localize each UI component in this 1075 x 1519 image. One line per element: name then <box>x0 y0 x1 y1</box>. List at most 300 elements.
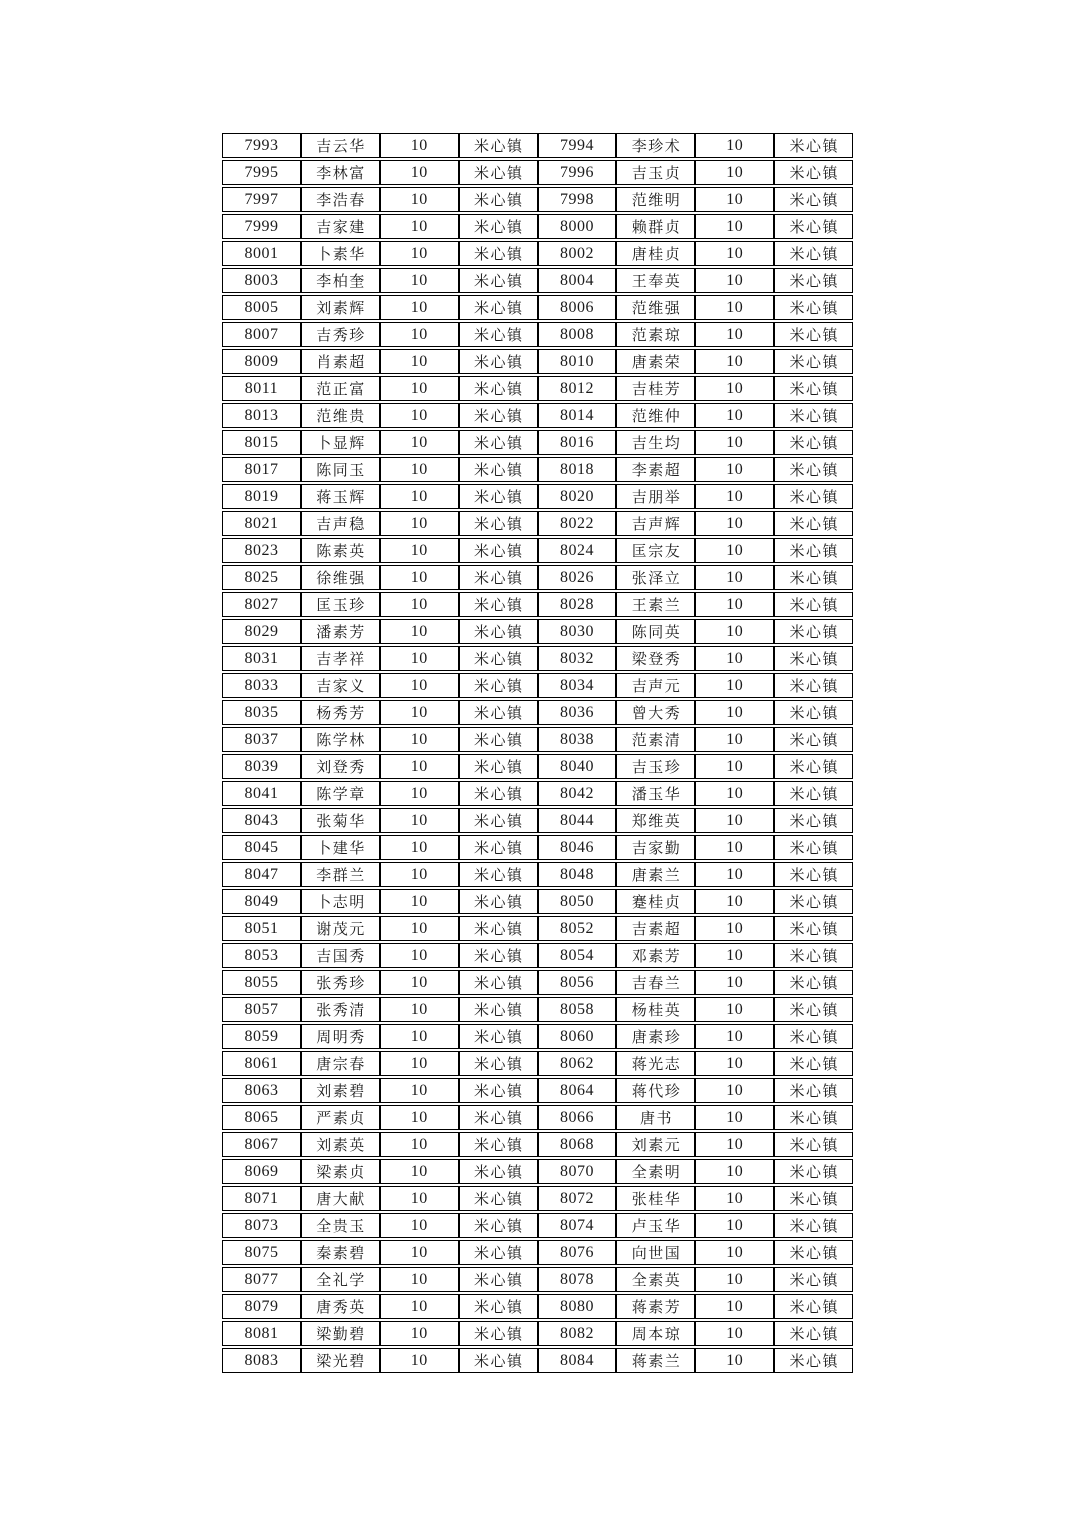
serial-cell: 8003 <box>222 268 301 293</box>
amount-cell: 10 <box>380 1294 459 1319</box>
name-cell: 范维强 <box>616 295 695 320</box>
town-cell: 米心镇 <box>459 511 538 536</box>
serial-cell: 8033 <box>222 673 301 698</box>
name-cell: 吉孝祥 <box>301 646 380 671</box>
town-cell: 米心镇 <box>774 1186 853 1211</box>
serial-cell: 8071 <box>222 1186 301 1211</box>
town-cell: 米心镇 <box>774 943 853 968</box>
town-cell: 米心镇 <box>459 727 538 752</box>
name-cell: 刘素碧 <box>301 1078 380 1103</box>
table-row <box>222 835 853 860</box>
town-cell: 米心镇 <box>459 133 538 158</box>
serial-cell: 8070 <box>538 1159 617 1184</box>
serial-cell: 8075 <box>222 1240 301 1265</box>
serial-cell: 8007 <box>222 322 301 347</box>
name-cell: 卜素华 <box>301 241 380 266</box>
table-row <box>222 1159 853 1184</box>
town-cell: 米心镇 <box>774 673 853 698</box>
table-row <box>222 1240 853 1265</box>
amount-cell: 10 <box>380 1078 459 1103</box>
name-cell: 匡玉珍 <box>301 592 380 617</box>
name-cell: 李珍术 <box>616 133 695 158</box>
table-row <box>222 457 853 482</box>
table-row <box>222 376 853 401</box>
serial-cell: 8002 <box>538 241 617 266</box>
name-cell: 陈同英 <box>616 619 695 644</box>
town-cell: 米心镇 <box>459 349 538 374</box>
serial-cell: 8027 <box>222 592 301 617</box>
serial-cell: 8035 <box>222 700 301 725</box>
name-cell: 蹇桂贞 <box>616 889 695 914</box>
town-cell: 米心镇 <box>459 457 538 482</box>
name-cell: 吉声辉 <box>616 511 695 536</box>
town-cell: 米心镇 <box>774 889 853 914</box>
amount-cell: 10 <box>695 187 774 212</box>
table-row <box>222 970 853 995</box>
town-cell: 米心镇 <box>774 133 853 158</box>
serial-cell: 8022 <box>538 511 617 536</box>
amount-cell: 10 <box>695 457 774 482</box>
name-cell: 陈素英 <box>301 538 380 563</box>
town-cell: 米心镇 <box>459 1240 538 1265</box>
serial-cell: 8010 <box>538 349 617 374</box>
town-cell: 米心镇 <box>459 1186 538 1211</box>
amount-cell: 10 <box>380 133 459 158</box>
town-cell: 米心镇 <box>774 349 853 374</box>
name-cell: 周本琼 <box>616 1321 695 1346</box>
town-cell: 米心镇 <box>459 619 538 644</box>
amount-cell: 10 <box>380 700 459 725</box>
name-cell: 郑维英 <box>616 808 695 833</box>
town-cell: 米心镇 <box>459 889 538 914</box>
amount-cell: 10 <box>380 727 459 752</box>
amount-cell: 10 <box>380 997 459 1022</box>
serial-cell: 8031 <box>222 646 301 671</box>
table-row <box>222 565 853 590</box>
name-cell: 刘素辉 <box>301 295 380 320</box>
serial-cell: 8032 <box>538 646 617 671</box>
amount-cell: 10 <box>380 160 459 185</box>
serial-cell: 8073 <box>222 1213 301 1238</box>
table-row <box>222 1132 853 1157</box>
serial-cell: 7994 <box>538 133 617 158</box>
amount-cell: 10 <box>695 808 774 833</box>
name-cell: 张秀清 <box>301 997 380 1022</box>
town-cell: 米心镇 <box>774 700 853 725</box>
name-cell: 陈学章 <box>301 781 380 806</box>
amount-cell: 10 <box>695 1240 774 1265</box>
serial-cell: 8054 <box>538 943 617 968</box>
serial-cell: 8020 <box>538 484 617 509</box>
town-cell: 米心镇 <box>459 538 538 563</box>
serial-cell: 8078 <box>538 1267 617 1292</box>
town-cell: 米心镇 <box>459 1294 538 1319</box>
table-row <box>222 727 853 752</box>
name-cell: 吉桂芳 <box>616 376 695 401</box>
serial-cell: 8011 <box>222 376 301 401</box>
amount-cell: 10 <box>695 484 774 509</box>
name-cell: 范素清 <box>616 727 695 752</box>
name-cell: 谢茂元 <box>301 916 380 941</box>
serial-cell: 8068 <box>538 1132 617 1157</box>
amount-cell: 10 <box>380 1321 459 1346</box>
name-cell: 吉声稳 <box>301 511 380 536</box>
town-cell: 米心镇 <box>774 376 853 401</box>
beneficiary-roster-table <box>222 131 853 1375</box>
name-cell: 吉玉珍 <box>616 754 695 779</box>
serial-cell: 7996 <box>538 160 617 185</box>
name-cell: 唐素珍 <box>616 1024 695 1049</box>
serial-cell: 7997 <box>222 187 301 212</box>
amount-cell: 10 <box>695 1213 774 1238</box>
town-cell: 米心镇 <box>774 862 853 887</box>
table-row <box>222 1105 853 1130</box>
name-cell: 潘玉华 <box>616 781 695 806</box>
town-cell: 米心镇 <box>774 457 853 482</box>
serial-cell: 8001 <box>222 241 301 266</box>
name-cell: 吉生均 <box>616 430 695 455</box>
town-cell: 米心镇 <box>459 1132 538 1157</box>
name-cell: 李柏奎 <box>301 268 380 293</box>
serial-cell: 8061 <box>222 1051 301 1076</box>
amount-cell: 10 <box>695 1078 774 1103</box>
town-cell: 米心镇 <box>774 322 853 347</box>
town-cell: 米心镇 <box>774 754 853 779</box>
name-cell: 周明秀 <box>301 1024 380 1049</box>
amount-cell: 10 <box>695 295 774 320</box>
amount-cell: 10 <box>380 592 459 617</box>
name-cell: 严素贞 <box>301 1105 380 1130</box>
table-row <box>222 187 853 212</box>
amount-cell: 10 <box>380 754 459 779</box>
town-cell: 米心镇 <box>774 835 853 860</box>
name-cell: 唐素荣 <box>616 349 695 374</box>
table-row <box>222 997 853 1022</box>
amount-cell: 10 <box>695 133 774 158</box>
town-cell: 米心镇 <box>459 430 538 455</box>
amount-cell: 10 <box>380 673 459 698</box>
serial-cell: 7993 <box>222 133 301 158</box>
name-cell: 吉声元 <box>616 673 695 698</box>
table-row <box>222 619 853 644</box>
town-cell: 米心镇 <box>459 268 538 293</box>
name-cell: 张泽立 <box>616 565 695 590</box>
serial-cell: 8065 <box>222 1105 301 1130</box>
amount-cell: 10 <box>695 835 774 860</box>
amount-cell: 10 <box>695 349 774 374</box>
name-cell: 张菊华 <box>301 808 380 833</box>
serial-cell: 8067 <box>222 1132 301 1157</box>
name-cell: 匡宗友 <box>616 538 695 563</box>
table-row <box>222 916 853 941</box>
serial-cell: 8062 <box>538 1051 617 1076</box>
serial-cell: 8039 <box>222 754 301 779</box>
amount-cell: 10 <box>695 727 774 752</box>
table-row <box>222 781 853 806</box>
town-cell: 米心镇 <box>774 295 853 320</box>
amount-cell: 10 <box>695 403 774 428</box>
town-cell: 米心镇 <box>459 754 538 779</box>
town-cell: 米心镇 <box>774 1294 853 1319</box>
amount-cell: 10 <box>380 403 459 428</box>
serial-cell: 8053 <box>222 943 301 968</box>
amount-cell: 10 <box>380 1213 459 1238</box>
name-cell: 赖群贞 <box>616 214 695 239</box>
amount-cell: 10 <box>380 565 459 590</box>
amount-cell: 10 <box>380 511 459 536</box>
table-row <box>222 511 853 536</box>
name-cell: 唐桂贞 <box>616 241 695 266</box>
amount-cell: 10 <box>380 619 459 644</box>
town-cell: 米心镇 <box>459 916 538 941</box>
amount-cell: 10 <box>380 808 459 833</box>
name-cell: 潘素芳 <box>301 619 380 644</box>
name-cell: 刘素英 <box>301 1132 380 1157</box>
name-cell: 吉家勤 <box>616 835 695 860</box>
amount-cell: 10 <box>380 430 459 455</box>
name-cell: 杨秀芳 <box>301 700 380 725</box>
town-cell: 米心镇 <box>774 511 853 536</box>
serial-cell: 8057 <box>222 997 301 1022</box>
amount-cell: 10 <box>380 1024 459 1049</box>
name-cell: 徐维强 <box>301 565 380 590</box>
table-row <box>222 700 853 725</box>
amount-cell: 10 <box>695 430 774 455</box>
table-row <box>222 943 853 968</box>
name-cell: 卜建华 <box>301 835 380 860</box>
serial-cell: 8030 <box>538 619 617 644</box>
amount-cell: 10 <box>380 1132 459 1157</box>
table-row <box>222 1024 853 1049</box>
town-cell: 米心镇 <box>459 1105 538 1130</box>
town-cell: 米心镇 <box>774 1321 853 1346</box>
amount-cell: 10 <box>695 943 774 968</box>
serial-cell: 8021 <box>222 511 301 536</box>
amount-cell: 10 <box>695 214 774 239</box>
amount-cell: 10 <box>695 997 774 1022</box>
amount-cell: 10 <box>380 1267 459 1292</box>
serial-cell: 8056 <box>538 970 617 995</box>
name-cell: 吉素超 <box>616 916 695 941</box>
town-cell: 米心镇 <box>459 403 538 428</box>
amount-cell: 10 <box>695 322 774 347</box>
name-cell: 梁光碧 <box>301 1348 380 1373</box>
amount-cell: 10 <box>695 1186 774 1211</box>
name-cell: 全礼学 <box>301 1267 380 1292</box>
town-cell: 米心镇 <box>774 1051 853 1076</box>
table-row <box>222 1267 853 1292</box>
name-cell: 唐秀英 <box>301 1294 380 1319</box>
amount-cell: 10 <box>695 862 774 887</box>
table-row <box>222 214 853 239</box>
town-cell: 米心镇 <box>774 1213 853 1238</box>
amount-cell: 10 <box>695 916 774 941</box>
town-cell: 米心镇 <box>774 1105 853 1130</box>
serial-cell: 8060 <box>538 1024 617 1049</box>
amount-cell: 10 <box>380 295 459 320</box>
serial-cell: 8025 <box>222 565 301 590</box>
name-cell: 秦素碧 <box>301 1240 380 1265</box>
name-cell: 蒋素芳 <box>616 1294 695 1319</box>
amount-cell: 10 <box>380 1105 459 1130</box>
serial-cell: 8017 <box>222 457 301 482</box>
serial-cell: 8082 <box>538 1321 617 1346</box>
town-cell: 米心镇 <box>459 565 538 590</box>
name-cell: 全素明 <box>616 1159 695 1184</box>
amount-cell: 10 <box>380 457 459 482</box>
name-cell: 吉家建 <box>301 214 380 239</box>
name-cell: 李素超 <box>616 457 695 482</box>
town-cell: 米心镇 <box>459 1267 538 1292</box>
table-row <box>222 646 853 671</box>
serial-cell: 7999 <box>222 214 301 239</box>
amount-cell: 10 <box>695 1348 774 1373</box>
amount-cell: 10 <box>380 349 459 374</box>
town-cell: 米心镇 <box>459 592 538 617</box>
name-cell: 卜显辉 <box>301 430 380 455</box>
town-cell: 米心镇 <box>459 1024 538 1049</box>
town-cell: 米心镇 <box>774 646 853 671</box>
serial-cell: 7998 <box>538 187 617 212</box>
table-row <box>222 133 853 158</box>
amount-cell: 10 <box>380 1240 459 1265</box>
town-cell: 米心镇 <box>459 160 538 185</box>
town-cell: 米心镇 <box>459 295 538 320</box>
table-row <box>222 1294 853 1319</box>
serial-cell: 8037 <box>222 727 301 752</box>
serial-cell: 8058 <box>538 997 617 1022</box>
table-row <box>222 1213 853 1238</box>
town-cell: 米心镇 <box>459 322 538 347</box>
table-row <box>222 1186 853 1211</box>
serial-cell: 8077 <box>222 1267 301 1292</box>
serial-cell: 8066 <box>538 1105 617 1130</box>
serial-cell: 8000 <box>538 214 617 239</box>
town-cell: 米心镇 <box>459 214 538 239</box>
amount-cell: 10 <box>695 889 774 914</box>
table-row <box>222 673 853 698</box>
name-cell: 蒋代珍 <box>616 1078 695 1103</box>
name-cell: 吉朋举 <box>616 484 695 509</box>
serial-cell: 8008 <box>538 322 617 347</box>
name-cell: 肖素超 <box>301 349 380 374</box>
town-cell: 米心镇 <box>459 673 538 698</box>
name-cell: 王素兰 <box>616 592 695 617</box>
amount-cell: 10 <box>380 376 459 401</box>
town-cell: 米心镇 <box>774 241 853 266</box>
town-cell: 米心镇 <box>774 160 853 185</box>
serial-cell: 8079 <box>222 1294 301 1319</box>
name-cell: 范维贵 <box>301 403 380 428</box>
name-cell: 卢玉华 <box>616 1213 695 1238</box>
town-cell: 米心镇 <box>459 1321 538 1346</box>
town-cell: 米心镇 <box>774 1078 853 1103</box>
town-cell: 米心镇 <box>459 997 538 1022</box>
amount-cell: 10 <box>695 538 774 563</box>
town-cell: 米心镇 <box>774 268 853 293</box>
town-cell: 米心镇 <box>774 1132 853 1157</box>
serial-cell: 8023 <box>222 538 301 563</box>
town-cell: 米心镇 <box>774 1267 853 1292</box>
name-cell: 唐素兰 <box>616 862 695 887</box>
town-cell: 米心镇 <box>774 565 853 590</box>
name-cell: 吉春兰 <box>616 970 695 995</box>
amount-cell: 10 <box>695 970 774 995</box>
town-cell: 米心镇 <box>459 700 538 725</box>
town-cell: 米心镇 <box>774 592 853 617</box>
table-row <box>222 889 853 914</box>
name-cell: 陈同玉 <box>301 457 380 482</box>
name-cell: 曾大秀 <box>616 700 695 725</box>
table-row <box>222 403 853 428</box>
serial-cell: 8029 <box>222 619 301 644</box>
name-cell: 梁素贞 <box>301 1159 380 1184</box>
amount-cell: 10 <box>380 484 459 509</box>
name-cell: 唐书 <box>616 1105 695 1130</box>
table-row <box>222 1078 853 1103</box>
table-row <box>222 295 853 320</box>
serial-cell: 8083 <box>222 1348 301 1373</box>
serial-cell: 8040 <box>538 754 617 779</box>
amount-cell: 10 <box>695 565 774 590</box>
serial-cell: 8063 <box>222 1078 301 1103</box>
name-cell: 唐宗春 <box>301 1051 380 1076</box>
serial-cell: 8013 <box>222 403 301 428</box>
table-row <box>222 268 853 293</box>
table-row <box>222 754 853 779</box>
town-cell: 米心镇 <box>774 484 853 509</box>
serial-cell: 8076 <box>538 1240 617 1265</box>
name-cell: 张秀珍 <box>301 970 380 995</box>
serial-cell: 8042 <box>538 781 617 806</box>
name-cell: 唐大献 <box>301 1186 380 1211</box>
serial-cell: 8016 <box>538 430 617 455</box>
amount-cell: 10 <box>695 592 774 617</box>
amount-cell: 10 <box>380 970 459 995</box>
amount-cell: 10 <box>695 1267 774 1292</box>
serial-cell: 8074 <box>538 1213 617 1238</box>
town-cell: 米心镇 <box>459 835 538 860</box>
table-row <box>222 1348 853 1373</box>
name-cell: 范维仲 <box>616 403 695 428</box>
table-row <box>222 538 853 563</box>
amount-cell: 10 <box>695 1294 774 1319</box>
amount-cell: 10 <box>380 1186 459 1211</box>
town-cell: 米心镇 <box>459 646 538 671</box>
town-cell: 米心镇 <box>774 727 853 752</box>
amount-cell: 10 <box>695 700 774 725</box>
amount-cell: 10 <box>380 187 459 212</box>
name-cell: 陈学林 <box>301 727 380 752</box>
amount-cell: 10 <box>695 160 774 185</box>
town-cell: 米心镇 <box>459 970 538 995</box>
amount-cell: 10 <box>380 1159 459 1184</box>
table-row <box>222 160 853 185</box>
name-cell: 卜志明 <box>301 889 380 914</box>
town-cell: 米心镇 <box>774 1159 853 1184</box>
amount-cell: 10 <box>380 322 459 347</box>
amount-cell: 10 <box>380 889 459 914</box>
serial-cell: 8045 <box>222 835 301 860</box>
table-row <box>222 808 853 833</box>
town-cell: 米心镇 <box>774 970 853 995</box>
amount-cell: 10 <box>695 781 774 806</box>
amount-cell: 10 <box>695 1132 774 1157</box>
name-cell: 蒋素兰 <box>616 1348 695 1373</box>
amount-cell: 10 <box>380 241 459 266</box>
town-cell: 米心镇 <box>459 1348 538 1373</box>
town-cell: 米心镇 <box>774 1348 853 1373</box>
